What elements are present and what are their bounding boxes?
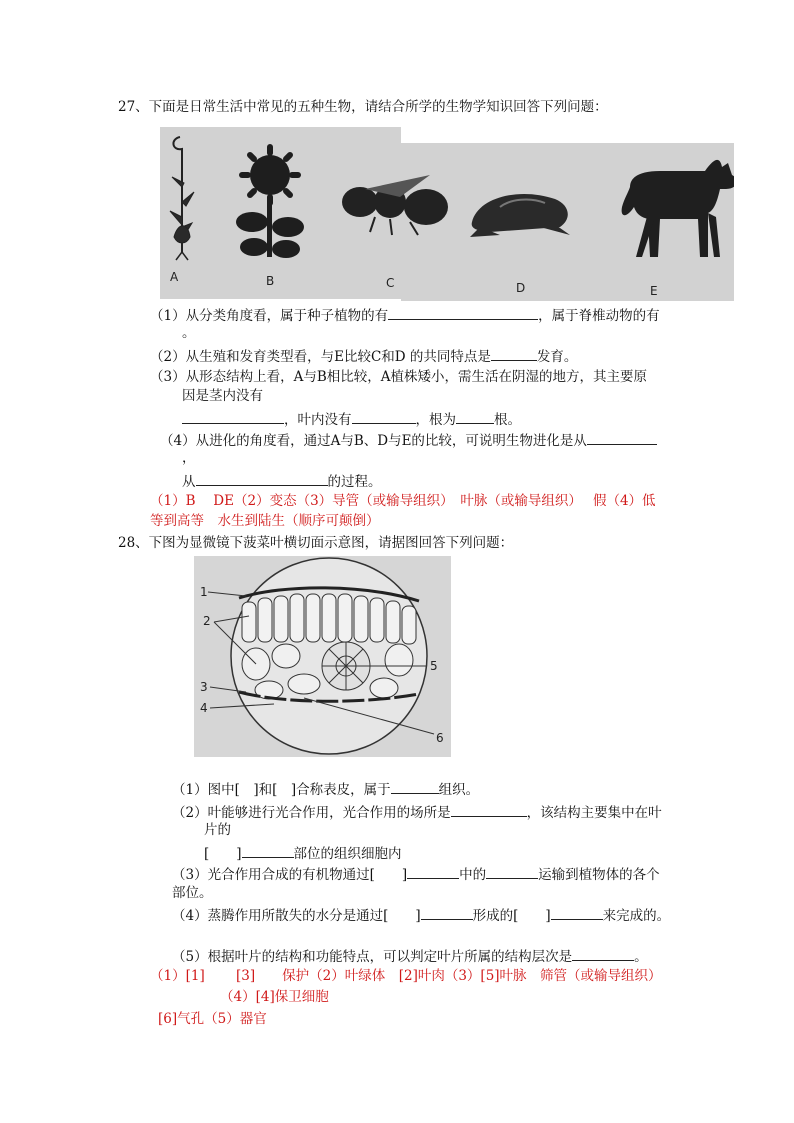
frog-icon: [470, 194, 570, 237]
blank[interactable]: [391, 779, 439, 794]
q28-label-5: 5: [430, 659, 438, 673]
blank[interactable]: [491, 346, 537, 361]
q27-title: 27、下面是日常生活中常见的五种生物，请结合所学的生物学知识回答下列问题：: [118, 99, 608, 115]
blank[interactable]: [587, 430, 657, 445]
q27-label-c: C: [386, 276, 395, 290]
sunflower-icon: [236, 147, 304, 258]
q27-label-a: A: [170, 270, 179, 284]
bee-icon: [342, 175, 448, 235]
q27-label-e: E: [650, 284, 658, 298]
q28-answer-line2: （4）[4]保卫细胞: [220, 989, 329, 1005]
blank[interactable]: [572, 946, 634, 961]
q28-title: 28、下图为显微镜下菠菜叶横切面示意图，请据图回答下列问题：: [118, 535, 514, 551]
q27-sub2: （2）从生殖和发育类型看，与E比较C和D 的共同特点是 发育。: [150, 346, 577, 366]
plant-a-icon: [170, 137, 194, 260]
q28-sub2-line3: [ ] 部位的组织细胞内: [204, 843, 402, 863]
blank[interactable]: [407, 864, 459, 879]
blank[interactable]: [486, 864, 538, 879]
q27-sub4-line1: （4）从进化的角度看，通过A与B、D与E的比较，可说明生物进化是从: [160, 430, 657, 450]
q28-answer-line1: （1）[1] [3] 保护（2）叶绿体 [2]叶肉（3）[5]叶脉 筛管（或输导组织）: [150, 968, 662, 984]
q28-sub2-line2: 片的: [204, 822, 231, 838]
blank[interactable]: [421, 905, 473, 920]
blank[interactable]: [196, 471, 328, 486]
q27-sub1: （1）从分类角度看，属于种子植物的有 ，属于脊椎动物的有: [150, 305, 660, 325]
q27-sub3-line1: （3）从形态结构上看，A与B相比较，A植株矮小，需生活在阴湿的地方，其主要原: [150, 369, 648, 385]
blank[interactable]: [388, 305, 538, 320]
vein-icon: [322, 642, 370, 690]
q28-label-1: 1: [200, 585, 208, 599]
leaf-cross-section-diagram: [194, 556, 451, 757]
q28-sub4: （4）蒸腾作用所散失的水分是通过[ ] 形成的[ ] 来完成的。: [172, 905, 670, 925]
blank[interactable]: [451, 802, 527, 817]
q27-answer-line2: 等到高等 水生到陆生（顺序可颠倒）: [150, 513, 380, 529]
blank[interactable]: [242, 843, 294, 858]
blank[interactable]: [551, 905, 603, 920]
q27-sub3-line2: 因是茎内没有: [182, 388, 263, 404]
q28-sub1: （1）图中[ ]和[ ]合称表皮，属于 组织。: [172, 779, 479, 799]
q27-label-b: B: [266, 274, 275, 288]
q27-label-d: D: [516, 281, 526, 295]
blank[interactable]: [182, 409, 284, 424]
q27-sub4-line2: 从 的过程。: [182, 471, 382, 491]
blank[interactable]: [352, 409, 416, 424]
q28-label-4: 4: [200, 701, 208, 715]
q28-label-6: 6: [436, 731, 444, 745]
q28-sub3-line2: 部位。: [172, 885, 213, 901]
q28-sub3-line1: （3）光合作用合成的有机物通过[ ] 中的 运输到植物体的各个: [172, 864, 660, 884]
q28-sub2-line1: （2）叶能够进行光合作用，光合作用的场所是 ，该结构主要集中在叶: [172, 802, 662, 822]
q28-answer-line3: [6]气孔（5）器官: [158, 1011, 267, 1027]
organisms-illustration: [160, 127, 734, 302]
q27-sub1-end: 。: [182, 325, 196, 341]
blank[interactable]: [456, 409, 494, 424]
q28-sub5: （5）根据叶片的结构和功能特点，可以判定叶片所属的结构层次是 。: [172, 946, 648, 966]
q27-sub3-line3: ，叶内没有 ，根为 根。: [182, 409, 521, 429]
q28-label-3: 3: [200, 680, 208, 694]
dog-icon: [622, 160, 734, 257]
q27-sub4-comma: ，: [182, 450, 196, 466]
q27-answer-line1: （1）B DE（2）变态（3）导管（或输导组织） 叶脉（或输导组织） 假（4）低: [150, 493, 656, 509]
q28-label-2: 2: [203, 614, 211, 628]
